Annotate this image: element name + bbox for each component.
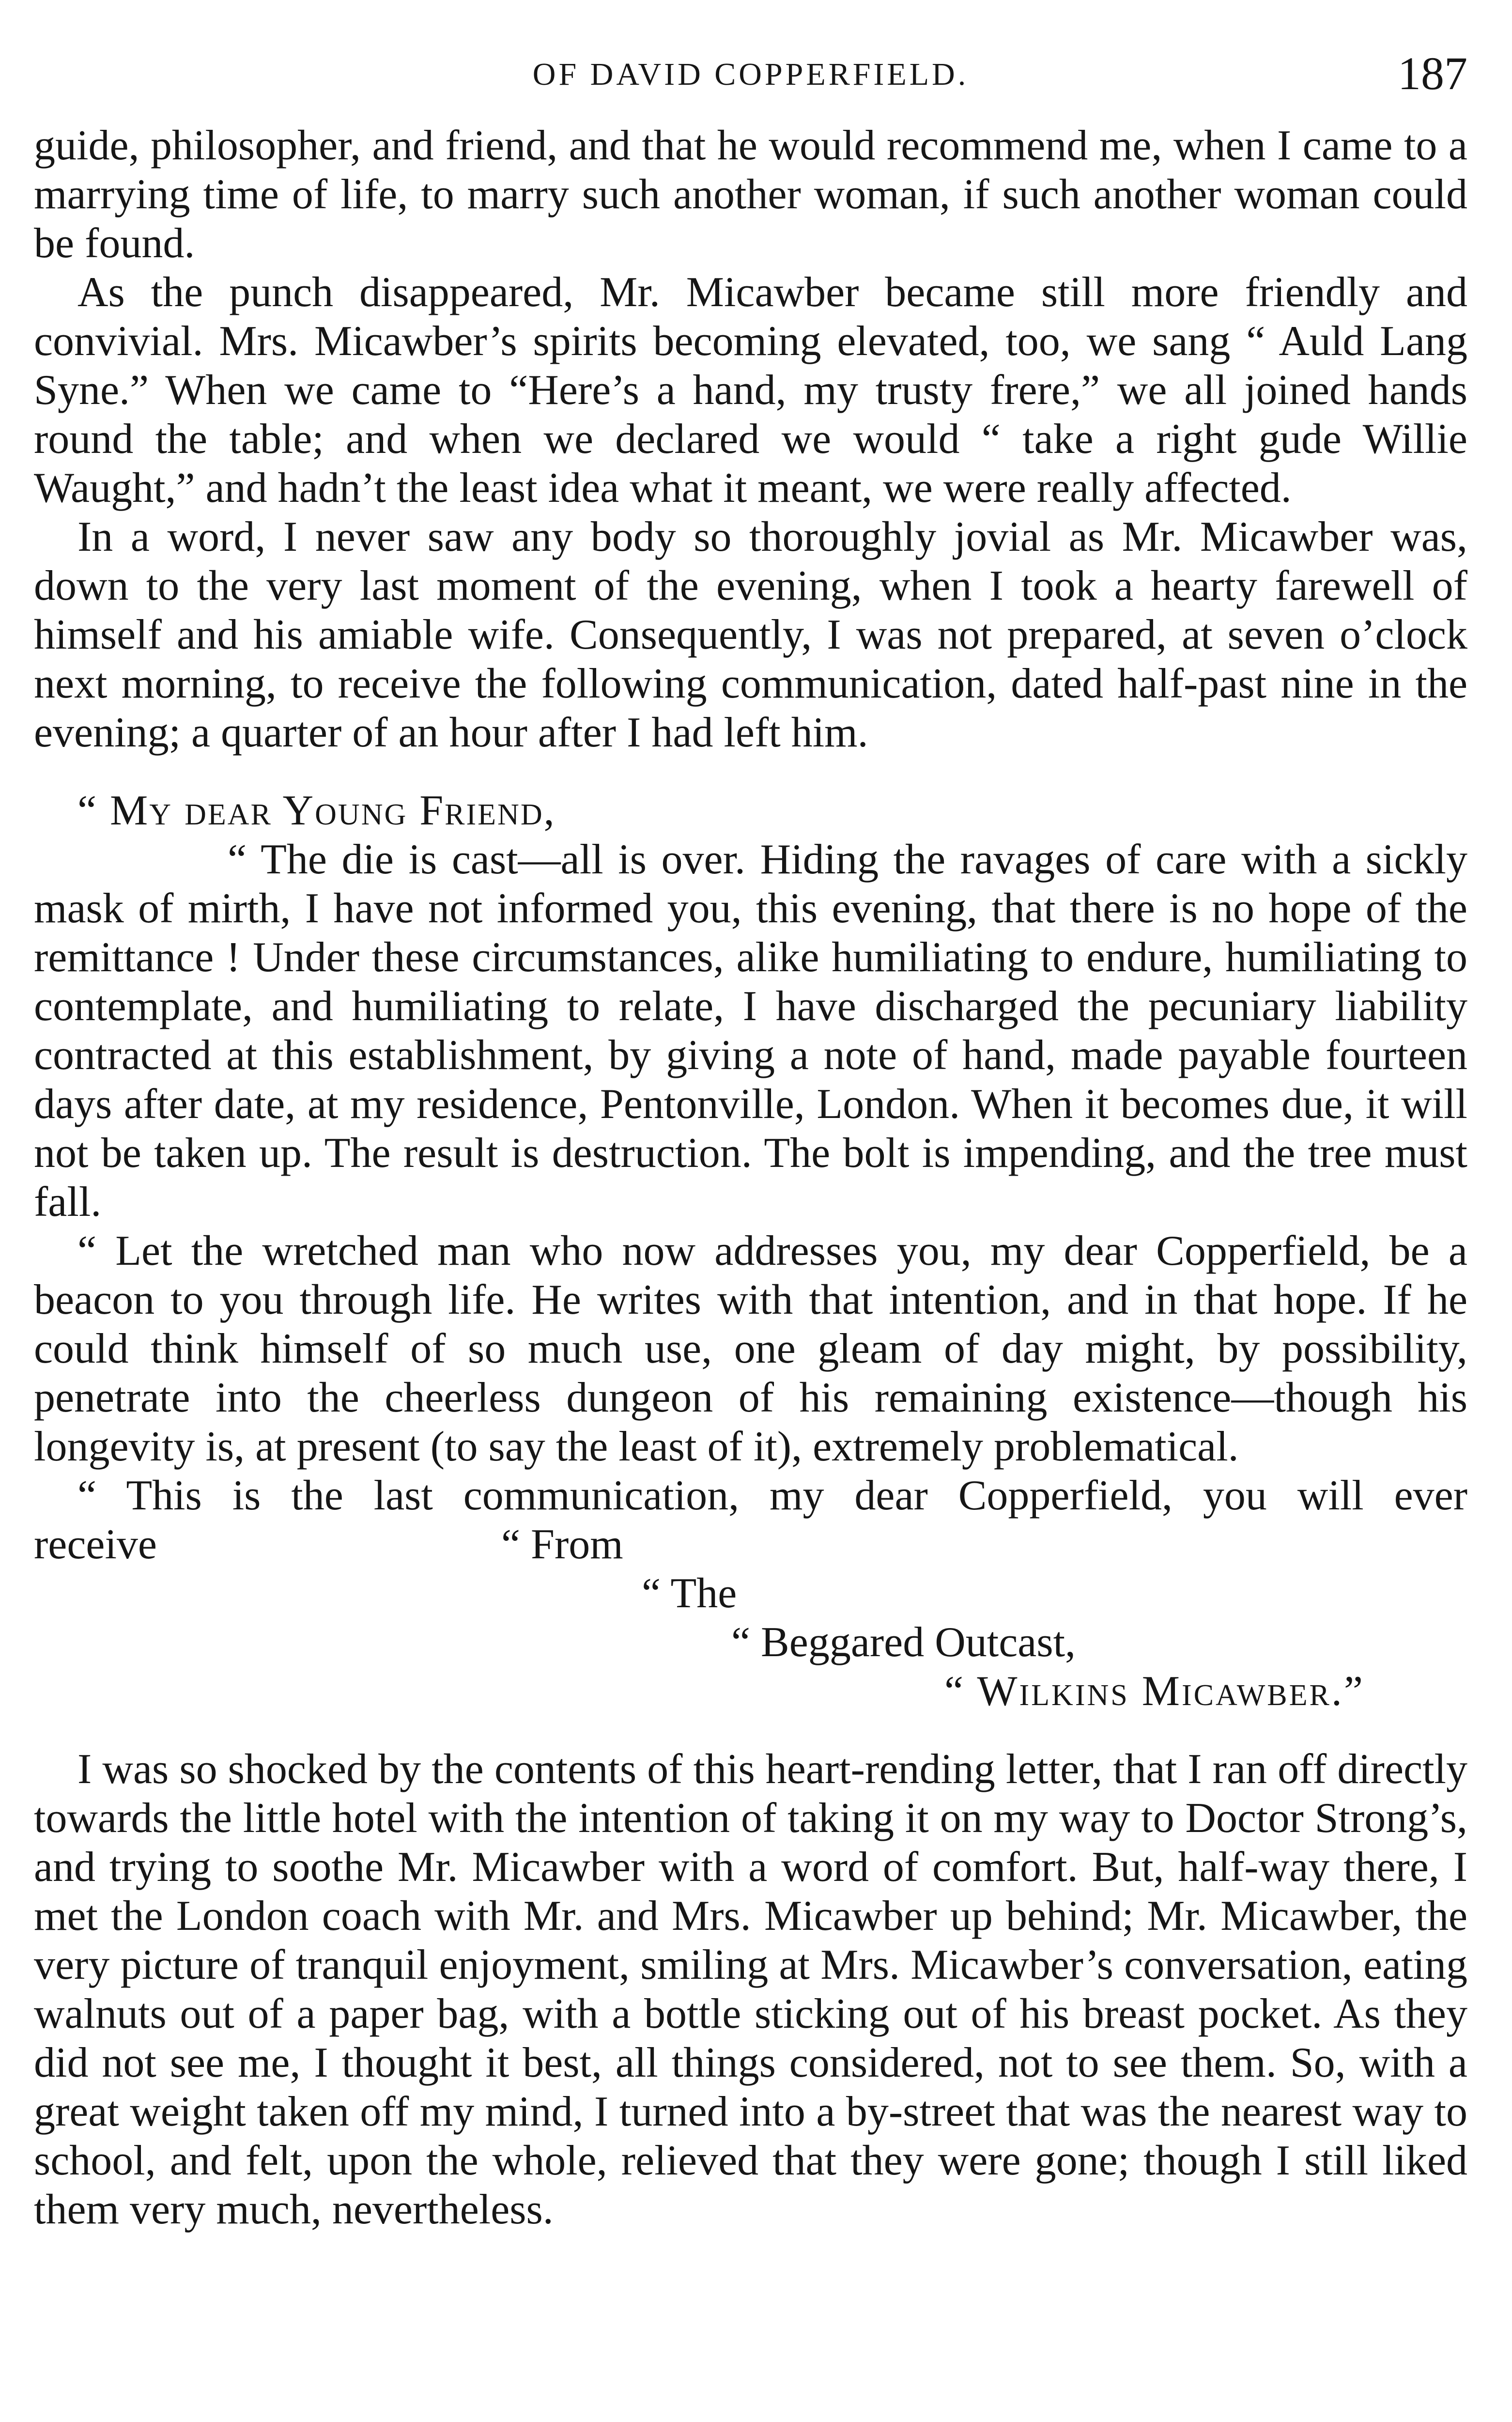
letter-receive-word: receive	[34, 1521, 157, 1568]
letter-salutation: “ My dear Young Friend,	[77, 787, 556, 834]
letter-signature: “ Wilkins Micawber.”	[944, 1668, 1365, 1715]
book-page	[34, 47, 1467, 2422]
letter-paragraph-die-cast: “ The die is cast—all is over. Hiding the ravages of care with a sickly mask of mirth, I have not informed you, this evening, that there is no hope of the remittance ! Under these circumstances, alike humiliating to endure, humiliating to contemplate, and humiliating to relate, I have discharged the pecuniary liability contracted at this establishment, by giving a note of hand, made payable fourteen days after date, at my residence, Pentonville, London. When it becomes due, it will not be taken up. The result is destruction. The bolt is impending, and the tree must fall.	[34, 836, 1467, 1226]
letter-last-line: “ This is the last communication, my dear Copperfield, you will ever	[77, 1472, 1467, 1519]
letter-closing-the: “ The	[642, 1570, 737, 1617]
section-gap	[34, 1716, 1467, 1745]
section-gap	[34, 757, 1467, 786]
letter-paragraph-beacon: “ Let the wretched man who now addresses you, my dear Copperfield, be a beacon to you through life. He writes with that intention, and in that hope. If he could think himself of so much use, one gleam of day might, by possibility, penetrate into the cheerless dungeon of his remaining existence—though his longevity is, at present (to say the least of it), extremely problematical.	[34, 1227, 1467, 1470]
running-head	[34, 47, 1467, 107]
letter	[34, 786, 1467, 1716]
letter-closing	[34, 1569, 1467, 1716]
paragraph-continued: guide, philosopher, and friend, and that he would recommend me, when I came to a marrying time of life, to marry such another woman, if such another woman could be found.	[34, 122, 1467, 267]
page-number: 187	[1398, 47, 1467, 99]
paragraph-jovial: In a word, I never saw any body so thoroughly jovial as Mr. Micawber was, down to the very last moment of the evening, when I took a hearty farewell of himself and his amiable wife. Consequently, I was not prepared, at seven o’clock next morning, to receive the following communication, dated half-past nine in the evening; a quarter of an hour after I had left him.	[34, 513, 1467, 756]
letter-closing-outcast: “ Beggared Outcast,	[731, 1619, 1076, 1666]
letter-paragraph-last	[34, 1471, 1467, 1569]
letter-closing-from: “ From	[501, 1521, 623, 1568]
paragraph-punch: As the punch disappeared, Mr. Micawber became still more friendly and convivial. Mrs. Micawber’s spirits becoming elevated, too, we sang “ Auld Lang Syne.” When we came to “Here’s a hand, my trusty frere,” we all joined hands round the table; and when we declared we would “ take a right gude Willie Waught,” and hadn’t the least idea what it meant, we were really affected.	[34, 269, 1467, 512]
paragraph-shocked: I was so shocked by the contents of this heart-rending letter, that I ran off directly towards the little hotel with the intention of taking it on my way to Doctor Strong’s, and trying to soothe Mr. Micawber with a word of comfort. But, half-way there, I met the London coach with Mr. and Mrs. Micawber up behind; Mr. Micawber, the very picture of tranquil enjoyment, smiling at Mrs. Micawber’s conversation, eating walnuts out of a paper bag, with a bottle sticking out of his breast pocket. As they did not see me, I thought it best, all things considered, not to see them. So, with a great weight taken off my mind, I turned into a by-street that was the nearest way to school, and felt, upon the whole, relieved that they were gone; though I still liked them very much, nevertheless.	[34, 1746, 1467, 2233]
running-title: OF DAVID COPPERFIELD.	[532, 57, 969, 92]
